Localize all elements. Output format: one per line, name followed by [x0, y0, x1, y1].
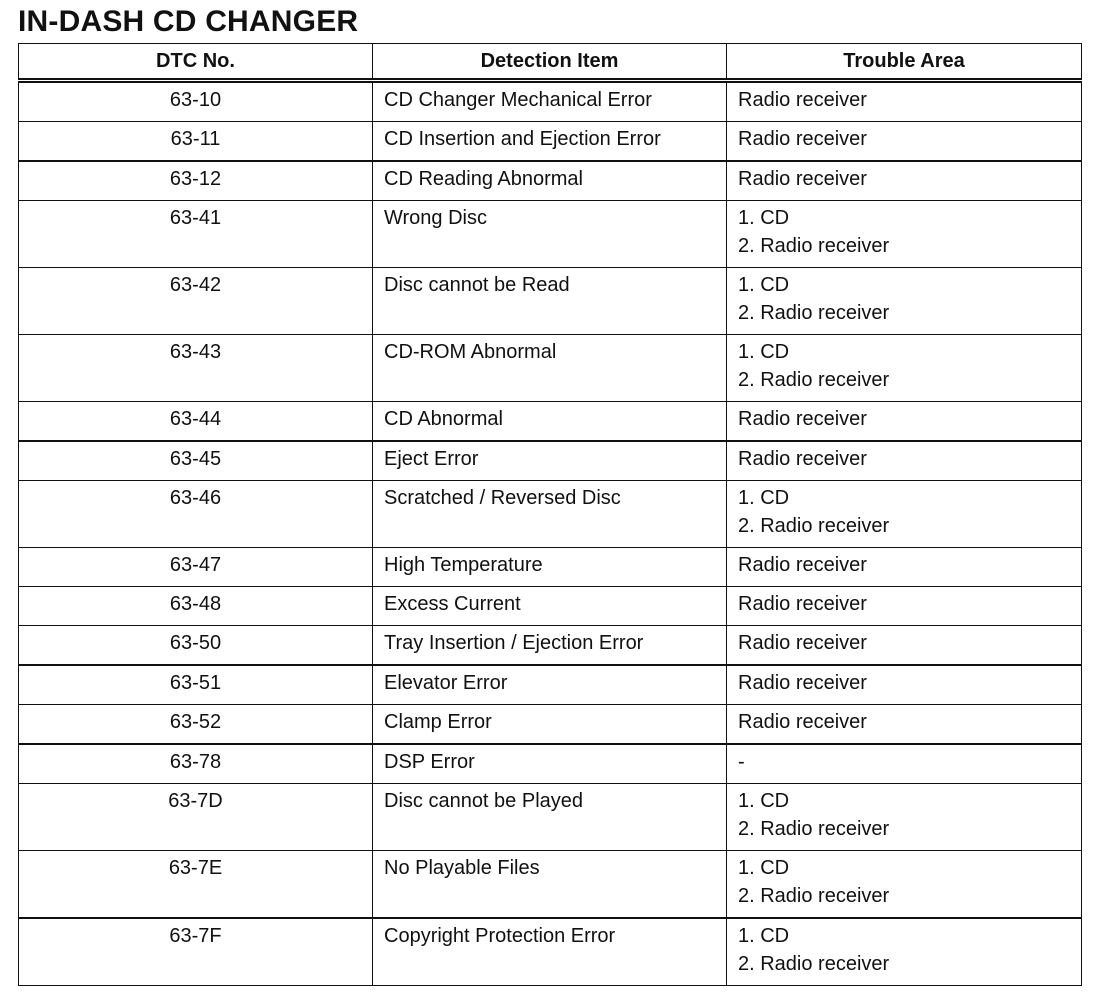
table-body [19, 81, 1082, 986]
trouble-area-cell [727, 705, 1082, 745]
dtc-code-cell: 63-47 [19, 548, 373, 587]
dtc-code-cell: 63-51 [19, 665, 373, 705]
page-title: IN-DASH CD CHANGER [18, 5, 359, 38]
trouble-area-line: Radio receiver [738, 168, 867, 190]
table-row [19, 81, 1082, 122]
detection-item-cell: CD Reading Abnormal [373, 161, 727, 201]
header-dtc-no: DTC No. [19, 44, 373, 81]
dtc-code-cell: 63-43 [19, 335, 373, 402]
detection-item-cell: CD-ROM Abnormal [373, 335, 727, 402]
header-row [19, 44, 1082, 81]
detection-item-cell: High Temperature [373, 548, 727, 587]
table-row [19, 548, 1082, 587]
trouble-area-cell [727, 851, 1082, 919]
detection-item-cell: Elevator Error [373, 665, 727, 705]
table-row [19, 201, 1082, 268]
detection-item-cell: Disc cannot be Read [373, 268, 727, 335]
dtc-code-cell: 63-50 [19, 626, 373, 666]
trouble-area-cell [727, 665, 1082, 705]
dtc-code-cell: 63-7F [19, 918, 373, 986]
detection-item-cell: Excess Current [373, 587, 727, 626]
trouble-area-line: 2. Radio receiver [738, 818, 890, 840]
detection-item-cell: No Playable Files [373, 851, 727, 919]
detection-item-cell: Copyright Protection Error [373, 918, 727, 986]
trouble-area-line: 1. CD [738, 274, 790, 296]
detection-item-cell: Tray Insertion / Ejection Error [373, 626, 727, 666]
trouble-area-line: Radio receiver [738, 408, 867, 430]
detection-item-cell: Clamp Error [373, 705, 727, 745]
header-trouble-area: Trouble Area [727, 44, 1082, 81]
trouble-area-line: 2. Radio receiver [738, 369, 890, 391]
detection-item-cell: CD Changer Mechanical Error [373, 81, 727, 122]
detection-item-cell: Eject Error [373, 441, 727, 481]
trouble-area-line: 1. CD [738, 857, 790, 879]
dtc-code-cell: 63-11 [19, 122, 373, 162]
detection-item-cell: CD Insertion and Ejection Error [373, 122, 727, 162]
table-row [19, 705, 1082, 745]
dtc-code-cell: 63-46 [19, 481, 373, 548]
table-row [19, 481, 1082, 548]
dtc-code-cell: 63-7D [19, 784, 373, 851]
detection-item-cell: Disc cannot be Played [373, 784, 727, 851]
trouble-area-line: Radio receiver [738, 554, 867, 576]
table-row [19, 626, 1082, 666]
trouble-area-cell [727, 441, 1082, 481]
trouble-area-line: 1. CD [738, 341, 790, 363]
trouble-area-line: Radio receiver [738, 593, 867, 615]
dtc-code-cell: 63-7E [19, 851, 373, 919]
detection-item-cell: CD Abnormal [373, 402, 727, 442]
trouble-area-line: 2. Radio receiver [738, 953, 890, 975]
trouble-area-cell [727, 784, 1082, 851]
table-row [19, 441, 1082, 481]
dtc-code-cell: 63-10 [19, 81, 373, 122]
trouble-area-line: 1. CD [738, 207, 790, 229]
trouble-area-line: Radio receiver [738, 672, 867, 694]
trouble-area-line: Radio receiver [738, 448, 867, 470]
table-row [19, 918, 1082, 986]
detection-item-cell: DSP Error [373, 744, 727, 784]
trouble-area-cell [727, 918, 1082, 986]
table-row [19, 784, 1082, 851]
detection-item-cell: Scratched / Reversed Disc [373, 481, 727, 548]
table-header [19, 44, 1082, 81]
table-row [19, 851, 1082, 919]
trouble-area-cell [727, 744, 1082, 784]
trouble-area-cell [727, 481, 1082, 548]
trouble-area-line: - [738, 751, 745, 773]
dtc-code-cell: 63-44 [19, 402, 373, 442]
dtc-code-cell: 63-45 [19, 441, 373, 481]
detection-item-cell: Wrong Disc [373, 201, 727, 268]
header-detection-item: Detection Item [373, 44, 727, 81]
trouble-area-cell [727, 201, 1082, 268]
trouble-area-cell [727, 335, 1082, 402]
trouble-area-line: 1. CD [738, 790, 790, 812]
dtc-code-cell: 63-41 [19, 201, 373, 268]
table-row [19, 161, 1082, 201]
dtc-code-cell: 63-52 [19, 705, 373, 745]
trouble-area-line: Radio receiver [738, 89, 867, 111]
trouble-area-cell [727, 161, 1082, 201]
dtc-code-cell: 63-78 [19, 744, 373, 784]
table-row [19, 665, 1082, 705]
trouble-area-line: 1. CD [738, 487, 790, 509]
trouble-area-cell [727, 402, 1082, 442]
trouble-area-cell [727, 122, 1082, 162]
dtc-table [18, 43, 1082, 986]
trouble-area-cell [727, 548, 1082, 587]
dtc-code-cell: 63-12 [19, 161, 373, 201]
trouble-area-cell [727, 626, 1082, 666]
trouble-area-cell [727, 268, 1082, 335]
trouble-area-line: Radio receiver [738, 632, 867, 654]
trouble-area-cell [727, 81, 1082, 122]
table-row [19, 268, 1082, 335]
trouble-area-line: 2. Radio receiver [738, 515, 890, 537]
trouble-area-line: Radio receiver [738, 711, 867, 733]
trouble-area-cell [727, 587, 1082, 626]
trouble-area-line: 2. Radio receiver [738, 302, 890, 324]
table-row [19, 744, 1082, 784]
trouble-area-line: 2. Radio receiver [738, 235, 890, 257]
table-row [19, 122, 1082, 162]
dtc-code-cell: 63-42 [19, 268, 373, 335]
table-row [19, 402, 1082, 442]
table-row [19, 335, 1082, 402]
trouble-area-line: 2. Radio receiver [738, 885, 890, 907]
table-row [19, 587, 1082, 626]
trouble-area-line: Radio receiver [738, 128, 867, 150]
trouble-area-line: 1. CD [738, 925, 790, 947]
dtc-code-cell: 63-48 [19, 587, 373, 626]
